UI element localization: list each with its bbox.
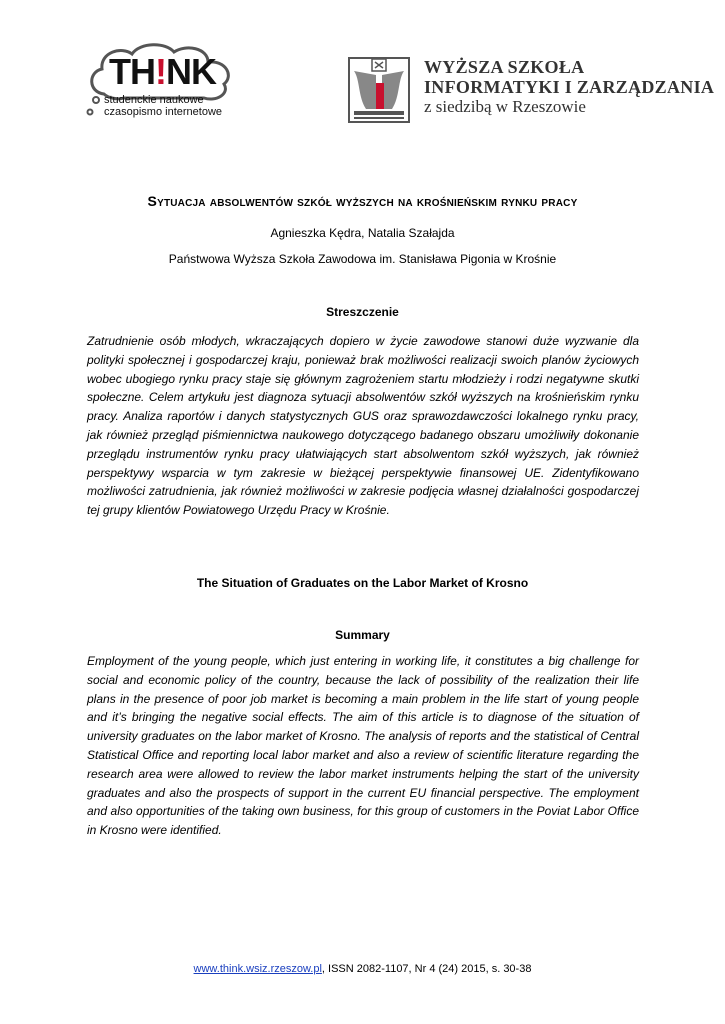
think-tagline-1: studenckie naukowe bbox=[104, 94, 204, 106]
school-name-line3: z siedzibą w Rzeszowie bbox=[424, 97, 586, 116]
article-authors: Agnieszka Kędra, Natalia Szałajda bbox=[270, 226, 455, 240]
school-crest-icon bbox=[348, 57, 410, 123]
school-name bbox=[424, 57, 714, 117]
abstract-heading: Streszczenie bbox=[326, 305, 399, 319]
summary-heading: Summary bbox=[335, 628, 390, 642]
page-header bbox=[0, 0, 725, 130]
article-affiliation: Państwowa Wyższa Szkoła Zawodowa im. Stanisława Pigonia w Krośnie bbox=[168, 252, 557, 266]
journal-link[interactable]: www.think.wsiz.rzeszow.pl bbox=[193, 963, 322, 975]
think-word-bang: ! bbox=[155, 51, 166, 92]
footer-citation: , ISSN 2082-1107, Nr 4 (24) 2015, s. 30-38 bbox=[321, 963, 532, 975]
summary-text: Employment of the young people, which just entering in working life, it constitutes a big challenge for social and economic policy of the country, because the lack of possibility of the realization their life plans in the presence of poor job market is becoming a main problem in the life start of young people and it’s bringing the negative social effects. The aim of this article is to diagnose of the situation of university graduates on the labor market of Krosno. The analysis of reports and the statistical of Central Statistical Office and reporting local labor market and also a review of scientific literature regarding the research area were allowed to review the labor market instruments helping the start of the university graduates and also the prospects of support in the current EU financial perspective. The employment and also opportunities of the taking own business, for this group of customers in the Poviat Labor Office in Krosno were identified. bbox=[87, 654, 639, 838]
think-wordmark bbox=[109, 52, 216, 92]
school-name-line2: INFORMATYKI I ZARZĄDZANIA bbox=[424, 77, 715, 97]
think-logo bbox=[84, 42, 252, 122]
article-title: Sytuacja absolwentów szkół wyższych na krośnieńskim rynku pracy bbox=[147, 193, 578, 209]
think-word-start: TH bbox=[109, 51, 155, 92]
abstract-text: Zatrudnienie osób młodych, wkraczających dopiero w życie zawodowe stanowi duże wyzwanie dla polityki społecznej i gospodarczej kraju, ponieważ brak możliwości realizacji swoich planów życiowych wobec ubogiego rynku pracy staje się głównym zagrożeniem startu młodzieży i rodzi negatywne skutki społeczne. Celem artykułu jest diagnoza sytuacji absolwentów szkół wyższych na krośnieńskim rynku pracy. Analiza raportów i danych statystycznych GUS oraz sprawozdawczości lokalnego rynku pracy, jak również przegląd piśmiennictwa naukowego dotyczącego badanego obszaru umożliwiły dokonanie przeglądu instrumentów rynku pracy ułatwiających start absolwentom szkół wyższych, jak również perspektywy wsparcia w tym zakresie w bieżącej perspektywie finansowej UE. Zidentyfikowano możliwości zatrudnienia, jak również możliwości w zakresie podjęcia własnej działalności gospodarczej tej grupy klientów Powiatowego Urzędu Pracy w Krośnie. bbox=[87, 334, 639, 518]
think-word-end: NK bbox=[166, 51, 216, 92]
school-name-line1: WYŻSZA SZKOŁA bbox=[424, 57, 585, 77]
page-footer bbox=[0, 963, 725, 975]
think-tagline-2: czasopismo internetowe bbox=[104, 106, 223, 118]
school-logo bbox=[348, 57, 715, 123]
english-title: The Situation of Graduates on the Labor Market of Krosno bbox=[196, 576, 529, 590]
